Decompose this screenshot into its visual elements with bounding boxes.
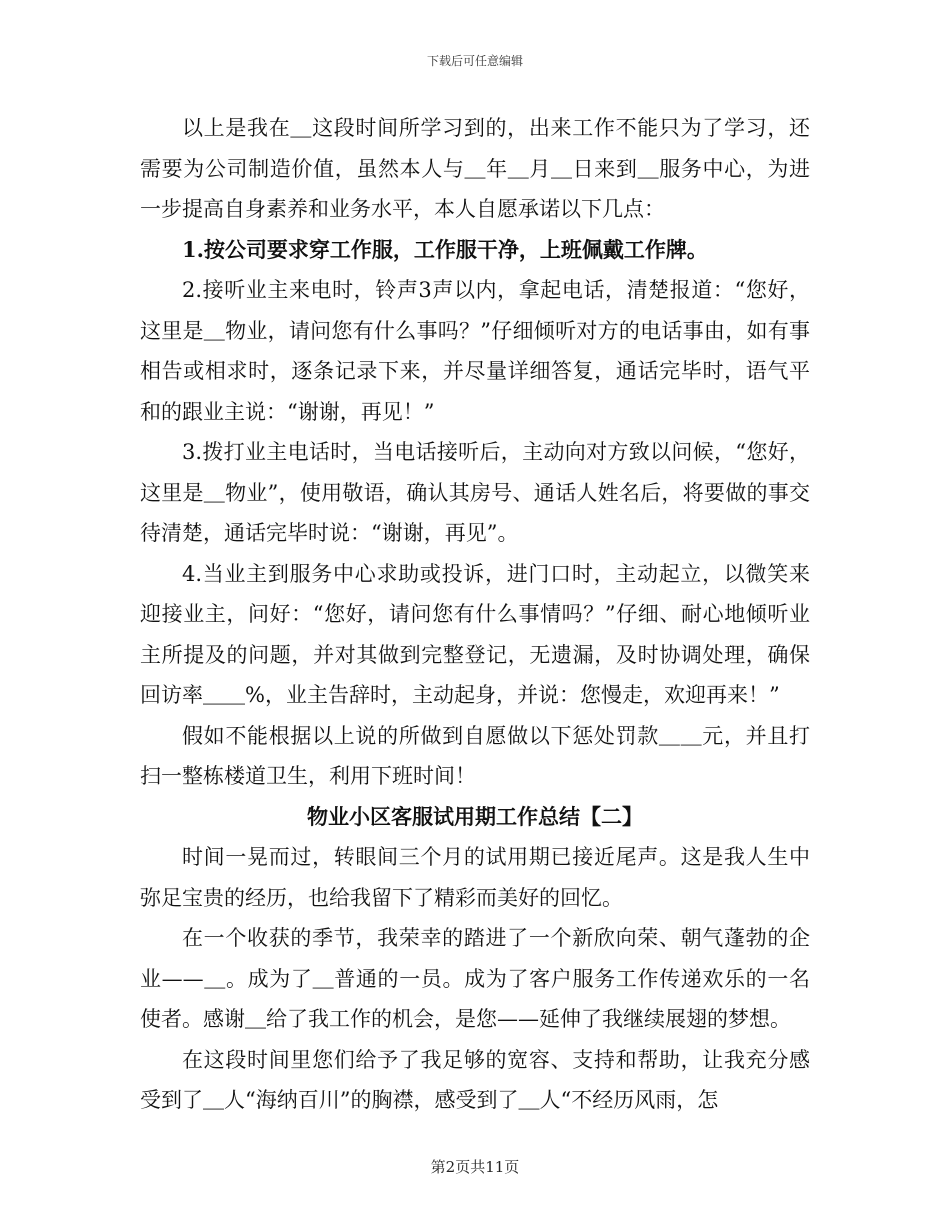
paragraph-summary-1: 时间一晃而过，转眼间三个月的试用期已接近尾声。这是我人生中弥足宝贵的经历，也给我留下了精彩而美好的回忆。: [140, 845, 810, 910]
paragraph-item-4: 4.当业主到服务中心求助或投诉，进门口时，主动起立，以微笑来迎接业主，问好：“您好，请问您有什么事情吗？”仔细、耐心地倾听业主所提及的问题，并对其做到完整登记，无遗漏，及时协调处理，确保回访率＿＿%，业主告辞时，主动起身，并说：您慢走，欢迎再来！”: [140, 561, 810, 707]
paragraph-item-3: 3.拨打业主电话时，当电话接听后，主动向对方致以问候，“您好，这里是＿物业”，使用敬语，确认其房号、通话人姓名后，将要做的事交待清楚，通话完毕时说：“谢谢，再见”。: [140, 440, 810, 545]
section-heading: 物业小区客服试用期工作总结【二】: [307, 803, 643, 829]
page-number: 第2页共11页: [430, 1158, 520, 1176]
paragraph-summary-3: 在这段时间里您们给予了我足够的宽容、支持和帮助，让我充分感受到了＿人“海纳百川”的胸襟，感受到了＿人“不经历风雨，怎: [140, 1047, 810, 1112]
paragraph-item-1: 1.按公司要求穿工作服，工作服干净，上班佩戴工作牌。: [182, 236, 708, 262]
paragraph-summary-2: 在一个收获的季节，我荣幸的踏进了一个新欣向荣、朝气蓬勃的企业——＿。成为了＿普通的一员。成为了客户服务工作传递欢乐的一名使者。感谢＿给了我工作的机会，是您——延伸了我继续展翅的梦想。: [140, 926, 810, 1031]
page-header-note: 下载后可任意编辑: [426, 54, 523, 68]
paragraph-item-2: 2.接听业主来电时，铃声3声以内，拿起电话，清楚报道：“您好，这里是＿物业，请问您有什么事吗？”仔细倾听对方的电话事由，如有事相告或相求时，逐条记录下来，并尽量详细答复，通话完毕时，语气平和的跟业主说：“谢谢，再见！”: [140, 278, 810, 424]
paragraph-intro: 以上是我在＿这段时间所学习到的，出来工作不能只为了学习，还需要为公司制造价值，虽然本人与＿年＿月＿日来到＿服务中心，为进一步提高自身素养和业务水平，本人自愿承诺以下几点：: [140, 116, 810, 221]
document-body: [140, 108, 810, 1121]
paragraph-penalty: 假如不能根据以上说的所做到自愿做以下惩处罚款＿＿元，并且打扫一整栋楼道卫生，利用下班时间！: [140, 723, 810, 788]
